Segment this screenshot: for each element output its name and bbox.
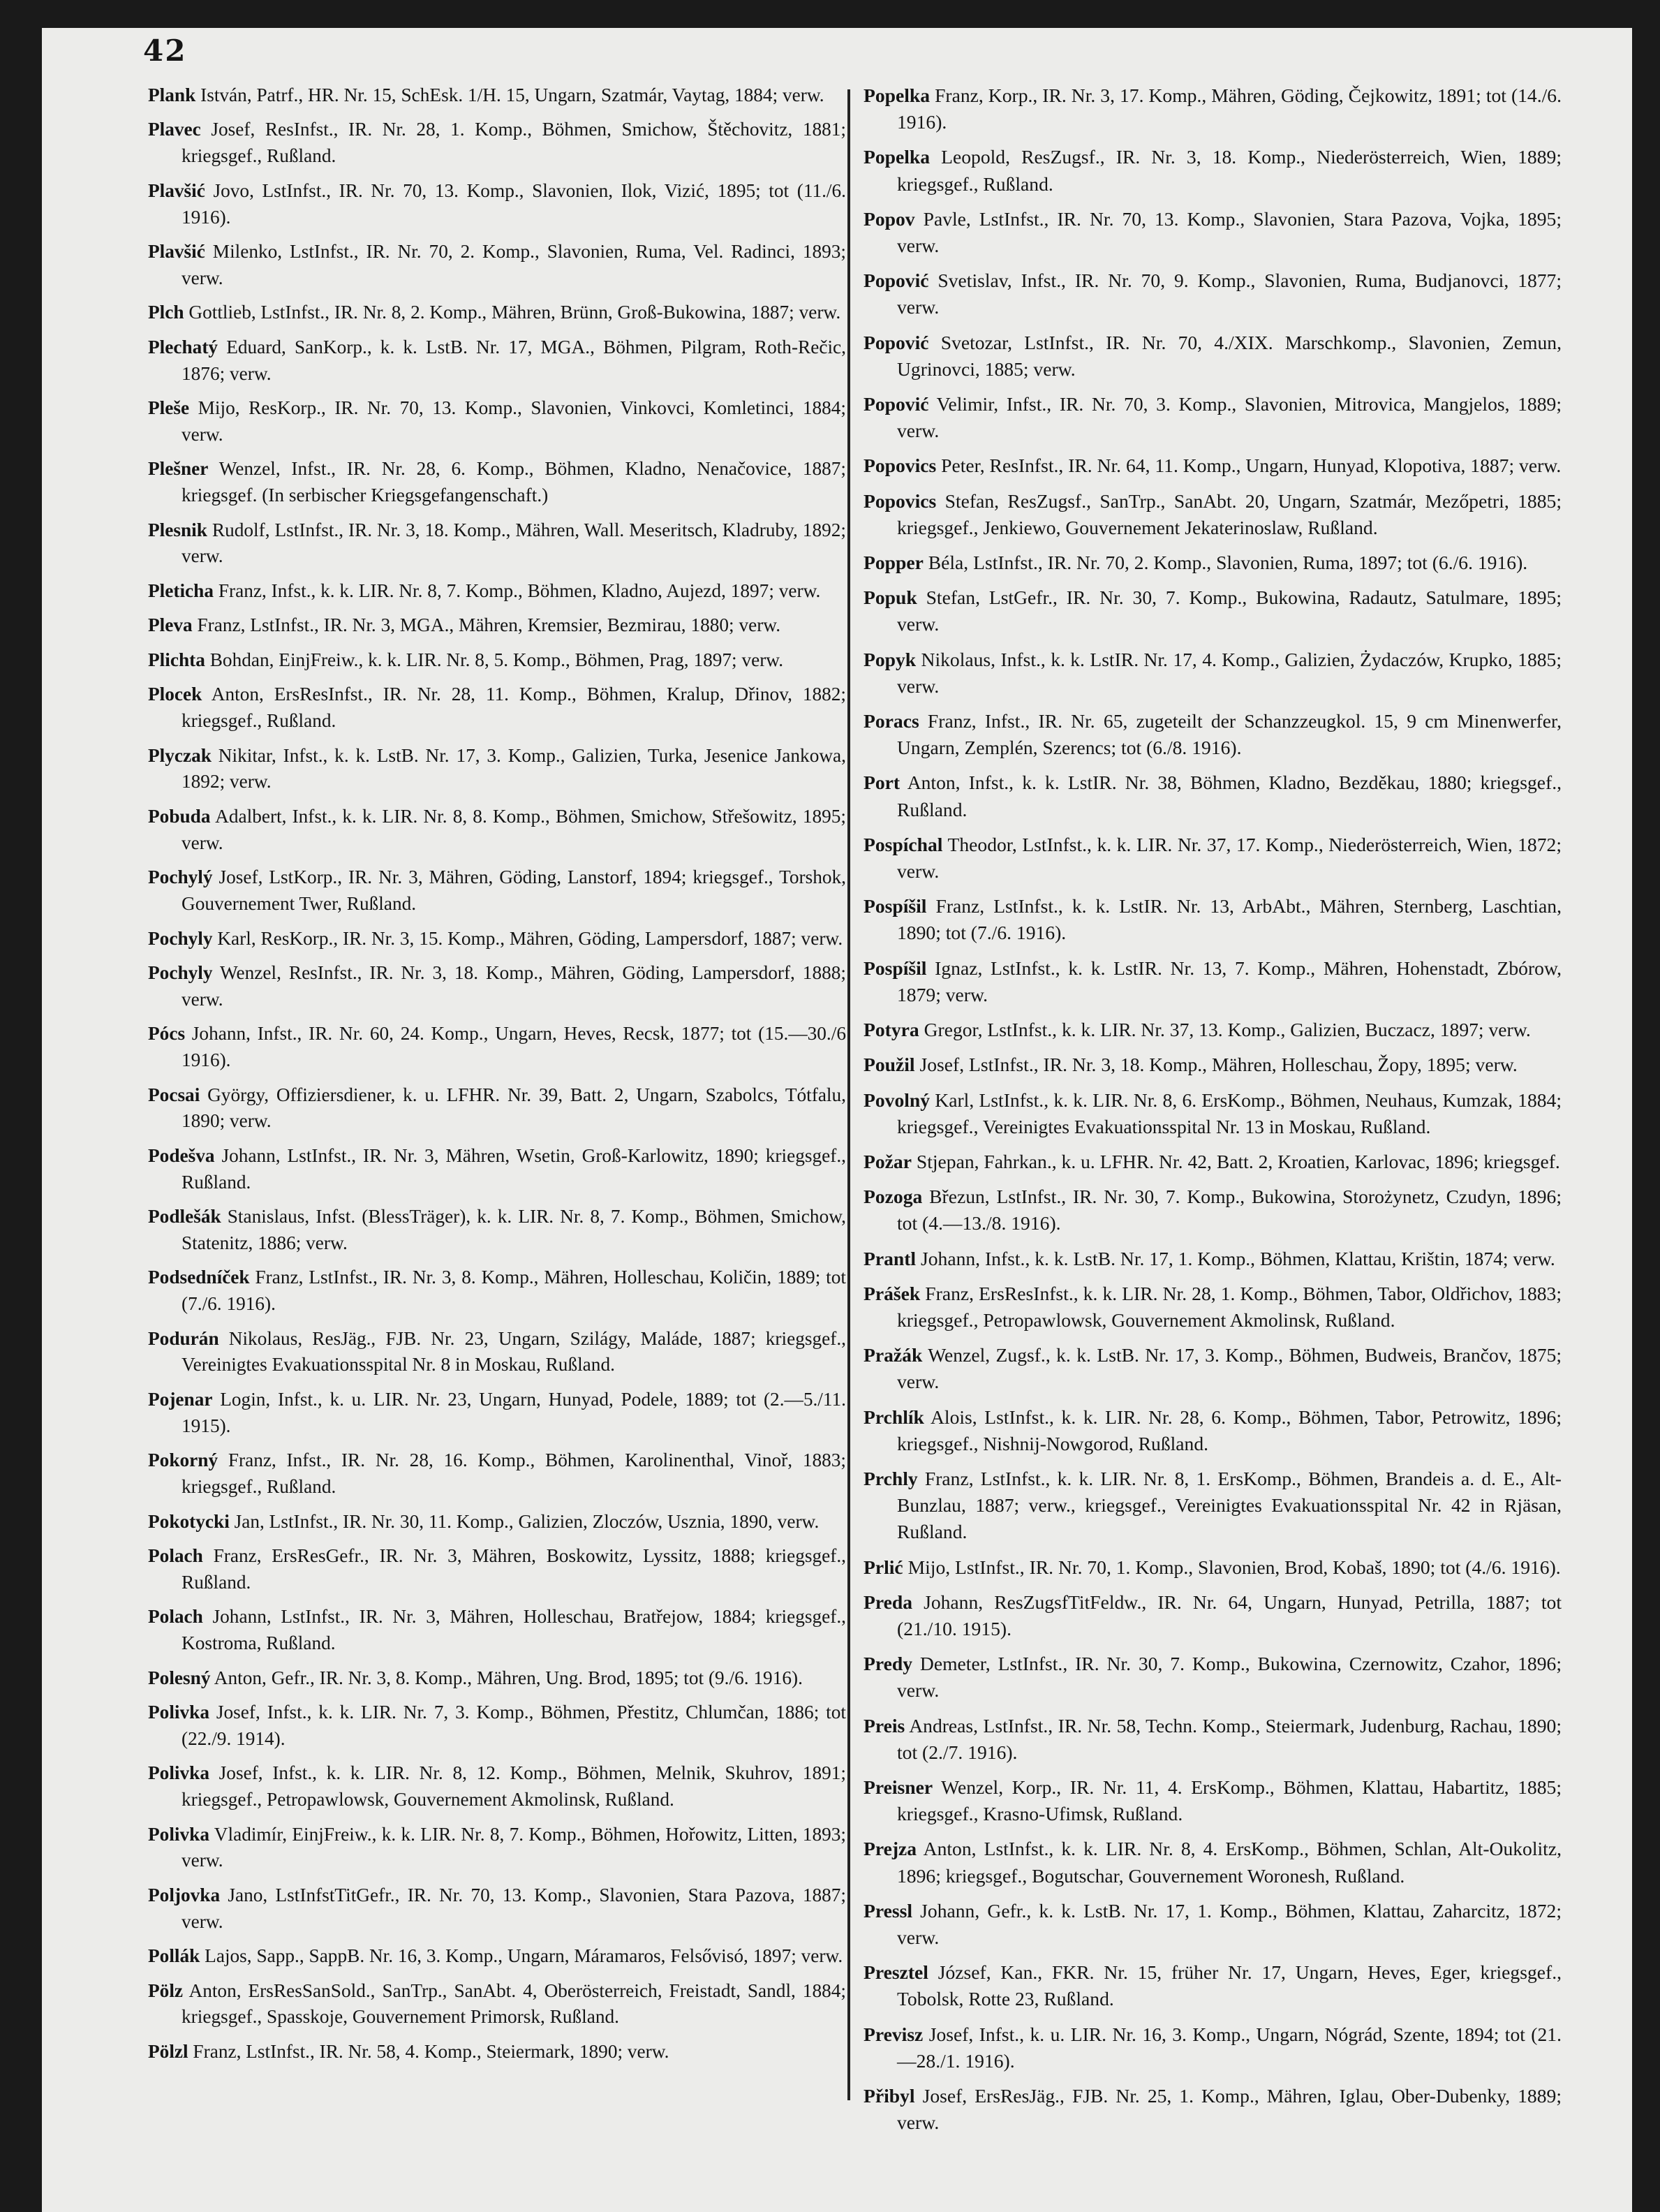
register-entry: [148, 1543, 846, 1596]
entry-details: Vladimír, EinjFreiw., k. k. LIR. Nr. 8, 7. Komp., Böhmen, Hořowitz, Litten, 1893; verw.: [181, 1823, 846, 1871]
right-column: [864, 82, 1562, 2144]
entry-details: Anton, ErsResInfst., IR. Nr. 28, 11. Komp., Böhmen, Kralup, Dřinov, 1882; kriegsgef., Rußland.: [181, 684, 846, 732]
register-entry: [148, 1447, 846, 1501]
register-entry: [148, 960, 846, 1013]
entry-surname: Prantl: [864, 1247, 917, 1269]
entry-surname: Polach: [148, 1545, 203, 1567]
entry-surname: Polivka: [148, 1762, 209, 1784]
entry-details: Josef, Infst., k. u. LIR. Nr. 16, 3. Komp., Ungarn, Nógrád, Szente, 1894; tot (21.—28./1. 1916).: [897, 2023, 1562, 2072]
entry-surname: Plichta: [148, 649, 205, 670]
entry-details: Franz, Infst., IR. Nr. 65, zugeteilt der Schanzzeugkol. 15, 9 cm Minenwerfer, Ungarn, Zemplén, Szerencs; tot (6./8. 1916).: [897, 710, 1562, 759]
entry-surname: Podsedníček: [148, 1267, 250, 1288]
entry-details: Josef, LstInfst., IR. Nr. 3, 18. Komp., Mähren, Holleschau, Žopy, 1895; verw.: [914, 1054, 1518, 1076]
register-entry: [864, 708, 1562, 761]
register-entry: [148, 178, 846, 231]
register-entry: [148, 517, 846, 570]
register-entry: [864, 1836, 1562, 1889]
entry-surname: Pölzl: [148, 2040, 188, 2062]
entry-surname: Pochyly: [148, 962, 213, 983]
entry-details: Bohdan, EinjFreiw., k. k. LIR. Nr. 8, 5. Komp., Böhmen, Prag, 1897; verw.: [205, 649, 784, 670]
entry-details: Pavle, LstInfst., IR. Nr. 70, 13. Komp., Slavonien, Stara Pazova, Vojka, 1895; verw.: [897, 207, 1562, 257]
entry-details: Stefan, LstGefr., IR. Nr. 30, 7. Komp., Bukowina, Radautz, Satulmare, 1895; verw.: [897, 587, 1562, 635]
entry-surname: Pochylý: [148, 867, 213, 888]
register-entry: [148, 681, 846, 735]
entry-surname: Prchlík: [864, 1406, 924, 1428]
entry-details: Jano, LstInfstTitGefr., IR. Nr. 70, 13. Komp., Slavonien, Stara Pazova, 1887; verw.: [181, 1884, 846, 1932]
entry-surname: Plechatý: [148, 336, 218, 357]
entry-surname: Pozoga: [864, 1186, 923, 1208]
entry-surname: Presztel: [864, 1961, 928, 1984]
entry-details: Anton, LstInfst., k. k. LIR. Nr. 8, 4. ErsKomp., Böhmen, Schlan, Alt-Oukolitz, 1896; kriegsgef., Bogutschar, Gouvernement Woronesh, Rußland.: [897, 1838, 1562, 1887]
entry-details: Svetozar, LstInfst., IR. Nr. 70, 4./XIX. Marschkomp., Slavonien, Zemun, Ugrinovci, 1885; verw.: [897, 331, 1562, 380]
register-entry: [148, 612, 846, 639]
entry-details: Johann, ResZugsfTitFeldw., IR. Nr. 64, Ungarn, Hunyad, Petrilla, 1887; tot (21./10. 1915).: [897, 1591, 1562, 1639]
entry-details: Josef, ResInfst., IR. Nr. 28, 1. Komp., Böhmen, Smichow, Štěchovitz, 1881; kriegsgef., Rußland.: [181, 119, 846, 167]
entry-surname: Popyk: [864, 648, 917, 670]
entry-details: Jovo, LstInfst., IR. Nr. 70, 13. Komp., Slavonien, Ilok, Vizić, 1895; tot (11./6. 1916).: [181, 179, 846, 228]
register-entry: [148, 117, 846, 170]
register-entry: [864, 832, 1562, 885]
left-column: [148, 82, 846, 2073]
entry-surname: Pochyly: [148, 927, 213, 949]
entry-details: Stefan, ResZugsf., SanTrp., SanAbt. 20, Ungarn, Szatmár, Mezőpetri, 1885; kriegsgef., Jenkiewo, Gouvernement Jekaterinoslaw, Rußland.: [897, 489, 1562, 538]
register-entry: [148, 1978, 846, 2031]
entry-details: Demeter, LstInfst., IR. Nr. 30, 7. Komp., Bukowina, Czernowitz, Czahor, 1896; verw.: [897, 1653, 1562, 1702]
entry-details: Rudolf, LstInfst., IR. Nr. 3, 18. Komp., Mähren, Wall. Meseritsch, Kladruby, 1892; verw.: [181, 519, 846, 567]
entry-surname: Plavšić: [148, 179, 205, 201]
entry-details: Březun, LstInfst., IR. Nr. 30, 7. Komp., Bukowina, Storożynetz, Czudyn, 1896; tot (4.—13./8. 1916).: [897, 1186, 1562, 1234]
entry-surname: Popelka: [864, 84, 931, 106]
register-entry: [864, 1651, 1562, 1704]
entry-details: Franz, Infst., k. k. LIR. Nr. 8, 7. Komp., Böhmen, Kladno, Aujezd, 1897; verw.: [214, 580, 821, 601]
entry-surname: Predy: [864, 1653, 912, 1675]
entry-surname: Pleva: [148, 614, 193, 636]
entry-details: Franz, ErsResInfst., k. k. LIR. Nr. 28, 1. Komp., Böhmen, Tabor, Oldřichov, 1883; kriegsgef., Petropawlowsk, Gouvernement Akmolinsk, Rußland.: [897, 1282, 1562, 1331]
register-entry: [148, 1021, 846, 1074]
scan-edge-top: [0, 0, 1660, 28]
register-entry: [148, 1943, 846, 1970]
entry-surname: Popovics: [864, 489, 937, 512]
entry-details: Franz, Infst., IR. Nr. 28, 16. Komp., Böhmen, Karolinenthal, Vinoř, 1883; kriegsgef., Rußland.: [181, 1450, 846, 1498]
register-entry: [148, 300, 846, 326]
entry-details: Nikitar, Infst., k. k. LstB. Nr. 17, 3. Komp., Galizien, Turka, Jesenice Jankowa, 1892; verw.: [181, 744, 846, 792]
entry-surname: Požar: [864, 1150, 912, 1172]
entry-surname: Prejza: [864, 1838, 917, 1860]
register-entry: [148, 1760, 846, 1813]
register-entry: [148, 456, 846, 509]
entry-surname: Pokorný: [148, 1450, 218, 1471]
entry-details: György, Offiziersdiener, k. u. LFHR. Nr. 39, Batt. 2, Ungarn, Szabolcs, Tótfalu, 1890; verw.: [181, 1084, 846, 1132]
entry-details: Franz, LstInfst., k. k. LstIR. Nr. 13, ArbAbt., Mähren, Sternberg, Laschtian, 1890; tot (7./6. 1916).: [897, 895, 1562, 944]
entry-details: Johann, Infst., k. k. LstB. Nr. 17, 1. Komp., Böhmen, Klattau, Krištin, 1874; verw.: [916, 1247, 1555, 1269]
register-entry: [864, 488, 1562, 541]
entry-surname: Previsz: [864, 2023, 924, 2045]
entry-details: Josef, Infst., k. k. LIR. Nr. 8, 12. Komp., Böhmen, Melnik, Skuhrov, 1891; kriegsgef., Petropawlowsk, Gouvernement Akmolinsk, Rußland.: [181, 1762, 846, 1811]
register-entry: [864, 2083, 1562, 2136]
entry-surname: Plocek: [148, 684, 202, 705]
entry-details: Anton, Gefr., IR. Nr. 3, 8. Komp., Mähren, Ung. Brod, 1895; tot (9./6. 1916).: [210, 1667, 803, 1688]
register-entry: [148, 1509, 846, 1535]
register-entry: [864, 391, 1562, 444]
entry-details: Franz, LstInfst., k. k. LIR. Nr. 8, 1. ErsKomp., Böhmen, Brandeis a. d. E., Alt-Bunzlau, 1887; verw., kriegsgef., Vereinigtes Evakuationsspital Nr. 42 in Rjäsan, Rußland.: [897, 1467, 1562, 1543]
register-entry: [864, 1466, 1562, 1546]
entry-surname: Plesnik: [148, 519, 207, 540]
register-entry: [864, 1898, 1562, 1951]
entry-details: Franz, LstInfst., IR. Nr. 3, MGA., Mähren, Kremsier, Bezmirau, 1880; verw.: [192, 614, 781, 636]
register-entry: [148, 647, 846, 674]
entry-details: Josef, LstKorp., IR. Nr. 3, Mähren, Göding, Lanstorf, 1894; kriegsgef., Torshok, Gouvernement Twer, Rußland.: [181, 867, 846, 915]
entry-details: Wenzel, Zugsf., k. k. LstB. Nr. 17, 3. Komp., Böhmen, Budweis, Brančov, 1875; verw.: [897, 1344, 1562, 1393]
register-entry: [148, 1143, 846, 1196]
register-entry: [148, 864, 846, 917]
register-entry: [148, 1082, 846, 1135]
entry-details: Leopold, ResZugsf., IR. Nr. 3, 18. Komp., Niederösterreich, Wien, 1889; kriegsgef., Rußland.: [897, 146, 1562, 195]
entry-details: Josef, Infst., k. k. LIR. Nr. 7, 3. Komp., Böhmen, Přestitz, Chlumčan, 1886; tot (22./9. 1914).: [181, 1702, 846, 1749]
entry-details: Stjepan, Fahrkan., k. u. LFHR. Nr. 42, Batt. 2, Kroatien, Karlovac, 1896; kriegsgef.: [911, 1150, 1560, 1172]
entry-surname: Plavec: [148, 119, 201, 140]
entry-surname: Plešner: [148, 458, 209, 480]
register-entry: [148, 1882, 846, 1936]
entry-surname: Pollák: [148, 1945, 200, 1967]
entry-details: Stanislaus, Infst. (BlessTräger), k. k. LIR. Nr. 8, 7. Komp., Böhmen, Smichow, Statenitz, 1886; verw.: [181, 1206, 846, 1253]
entry-details: Nikolaus, Infst., k. k. LstIR. Nr. 17, 4. Komp., Galizien, Żydaczów, Krupko, 1885; verw.: [897, 648, 1562, 697]
entry-surname: Prášek: [864, 1282, 921, 1304]
entry-surname: Pócs: [148, 1023, 186, 1045]
entry-surname: Popović: [864, 331, 929, 353]
page-number: 42: [143, 34, 187, 68]
entry-details: Johann, LstInfst., IR. Nr. 3, Mähren, Holleschau, Bratřejow, 1884; kriegsgef., Kostroma, Rußland.: [181, 1606, 846, 1654]
register-entry: [864, 1281, 1562, 1334]
register-entry: [864, 144, 1562, 197]
register-entry: [148, 1604, 846, 1657]
register-entry: [864, 1052, 1562, 1078]
register-entry: [148, 1699, 846, 1753]
register-entry: [864, 1554, 1562, 1581]
entry-details: Theodor, LstInfst., k. k. LIR. Nr. 37, 17. Komp., Niederösterreich, Wien, 1872; verw.: [897, 833, 1562, 883]
entry-surname: Podlešák: [148, 1206, 221, 1227]
register-entry: [864, 584, 1562, 637]
entry-surname: Plank: [148, 84, 196, 105]
register-entry: [864, 1959, 1562, 2012]
register-entry: [864, 1184, 1562, 1237]
entry-surname: Polesný: [148, 1667, 211, 1688]
entry-details: Wenzel, ResInfst., IR. Nr. 3, 18. Komp., Mähren, Göding, Lampersdorf, 1888; verw.: [181, 962, 846, 1010]
entry-surname: Pleticha: [148, 580, 214, 601]
register-entry: [148, 804, 846, 857]
entry-surname: Pojenar: [148, 1388, 213, 1410]
entry-surname: Potyra: [864, 1019, 919, 1041]
register-entry: [864, 550, 1562, 576]
entry-details: Peter, ResInfst., IR. Nr. 64, 11. Komp., Ungarn, Hunyad, Klopotiva, 1887; verw.: [936, 455, 1562, 477]
entry-details: Josef, ErsResJäg., FJB. Nr. 25, 1. Komp., Mähren, Iglau, Ober-Dubenky, 1889; verw.: [897, 2085, 1562, 2134]
register-entry: [864, 1017, 1562, 1043]
register-entry: [148, 2039, 846, 2065]
register-entry: [864, 955, 1562, 1008]
register-entry: [864, 452, 1562, 479]
register-entry: [864, 893, 1562, 946]
column-divider: [847, 89, 850, 2100]
entry-surname: Pospíšil: [864, 895, 927, 917]
register-entry: [864, 267, 1562, 320]
entry-details: Eduard, SanKorp., k. k. LstB. Nr. 17, MGA., Böhmen, Pilgram, Roth-Rečic, 1876; verw.: [181, 336, 846, 384]
entry-details: Anton, Infst., k. k. LstIR. Nr. 38, Böhmen, Kladno, Bezděkau, 1880; kriegsgef., Rußland.: [897, 772, 1562, 820]
entry-surname: Port: [864, 772, 901, 794]
entry-surname: Preis: [864, 1714, 905, 1737]
entry-details: Franz, LstInfst., IR. Nr. 58, 4. Komp., Steiermark, 1890; verw.: [188, 2040, 669, 2062]
entry-details: Ignaz, LstInfst., k. k. LstIR. Nr. 13, 7. Komp., Mähren, Hohenstadt, Zbórow, 1879; verw.: [897, 957, 1562, 1005]
register-entry: [148, 1387, 846, 1440]
entry-surname: Pressl: [864, 1899, 912, 1922]
entry-surname: Polivka: [148, 1702, 209, 1723]
entry-details: Franz, Korp., IR. Nr. 3, 17. Komp., Mähren, Göding, Čejkowitz, 1891; tot (14./6. 1916).: [897, 84, 1562, 133]
entry-details: József, Kan., FKR. Nr. 15, früher Nr. 17, Ungarn, Heves, Eger, kriegsgef., Tobolsk, Rotte 23, Rußland.: [897, 1961, 1562, 2010]
entry-details: Andreas, LstInfst., IR. Nr. 58, Techn. Komp., Steiermark, Judenburg, Rachau, 1890; tot (2./7. 1916).: [897, 1714, 1562, 1763]
register-entry: [864, 2021, 1562, 2074]
register-entry: [148, 1264, 846, 1318]
entry-surname: Pobuda: [148, 805, 211, 827]
entry-surname: Plch: [148, 302, 184, 323]
register-entry: [864, 82, 1562, 135]
entry-surname: Pokotycki: [148, 1510, 230, 1532]
entry-surname: Pölz: [148, 1979, 184, 2001]
entry-surname: Poljovka: [148, 1884, 221, 1905]
scan-edge-left: [0, 0, 42, 2212]
entry-surname: Podurán: [148, 1327, 219, 1349]
register-entry: [864, 1713, 1562, 1766]
entry-surname: Pocsai: [148, 1084, 200, 1105]
entry-surname: Použil: [864, 1054, 915, 1076]
entry-details: Velimir, Infst., IR. Nr. 70, 3. Komp., Slavonien, Mitrovica, Mangjelos, 1889; verw.: [897, 393, 1562, 442]
entry-details: Karl, ResKorp., IR. Nr. 3, 15. Komp., Mähren, Göding, Lampersdorf, 1887; verw.: [212, 927, 843, 949]
entry-details: Johann, LstInfst., IR. Nr. 3, Mähren, Wsetin, Groß-Karlowitz, 1890; kriegsgef., Rußland.: [181, 1144, 846, 1193]
entry-details: Gregor, LstInfst., k. k. LIR. Nr. 37, 13. Komp., Galizien, Buczacz, 1897; verw.: [919, 1019, 1531, 1041]
entry-surname: Polivka: [148, 1823, 209, 1845]
entry-details: Mijo, LstInfst., IR. Nr. 70, 1. Komp., Slavonien, Brod, Kobaš, 1890; tot (4./6. 1916).: [903, 1556, 1561, 1578]
register-entry: [864, 1589, 1562, 1642]
entry-surname: Polach: [148, 1606, 203, 1628]
register-entry: [148, 1204, 846, 1257]
entry-surname: Plavšić: [148, 241, 205, 263]
entry-details: Mijo, ResKorp., IR. Nr. 70, 13. Komp., Slavonien, Vinkovci, Komletinci, 1884; verw.: [181, 397, 846, 445]
entry-surname: Plyczak: [148, 744, 212, 766]
entry-details: Johann, Infst., IR. Nr. 60, 24. Komp., Ungarn, Heves, Recsk, 1877; tot (15.—30./6 1916).: [181, 1023, 846, 1071]
entry-surname: Povolný: [864, 1089, 931, 1111]
entry-details: Login, Infst., k. u. LIR. Nr. 23, Ungarn, Hunyad, Podele, 1889; tot (2.—5./11. 1915).: [181, 1388, 846, 1436]
register-entry: [148, 1326, 846, 1379]
entry-details: Lajos, Sapp., SappB. Nr. 16, 3. Komp., Ungarn, Máramaros, Felsővisó, 1897; verw.: [200, 1945, 843, 1967]
register-entry: [148, 1822, 846, 1875]
register-entry: [148, 395, 846, 448]
entry-details: István, Patrf., HR. Nr. 15, SchEsk. 1/H. 15, Ungarn, Szatmár, Vaytag, 1884; verw.: [195, 84, 824, 105]
entry-surname: Pospíšil: [864, 957, 927, 979]
entry-surname: Popovics: [864, 455, 937, 477]
entry-surname: Preda: [864, 1591, 912, 1613]
entry-surname: Prchly: [864, 1467, 918, 1489]
entry-details: Béla, LstInfst., IR. Nr. 70, 2. Komp., Slavonien, Ruma, 1897; tot (6./6. 1916).: [923, 552, 1528, 574]
entry-surname: Popov: [864, 207, 915, 230]
entry-details: Gottlieb, LstInfst., IR. Nr. 8, 2. Komp., Mähren, Brünn, Groß-Bukowina, 1887; verw.: [184, 302, 841, 323]
entry-details: Alois, LstInfst., k. k. LIR. Nr. 28, 6. Komp., Böhmen, Tabor, Petrowitz, 1896; kriegsgef., Nishnij-Nowgorod, Rußland.: [897, 1406, 1562, 1454]
entry-details: Wenzel, Infst., IR. Nr. 28, 6. Komp., Böhmen, Kladno, Nenačovice, 1887; kriegsgef. (In serbischer Kriegsgefangenschaft.): [181, 458, 846, 506]
entry-details: Jan, LstInfst., IR. Nr. 30, 11. Komp., Galizien, Zloczów, Usznia, 1890, verw.: [229, 1510, 820, 1532]
entry-details: Wenzel, Korp., IR. Nr. 11, 4. ErsKomp., Böhmen, Klattau, Habartitz, 1885; kriegsgef., Krasno-Ufimsk, Rußland.: [897, 1776, 1562, 1825]
register-entry: [148, 82, 846, 109]
register-entry: [864, 1404, 1562, 1457]
entry-surname: Pražák: [864, 1344, 923, 1366]
entry-surname: Popper: [864, 552, 924, 574]
register-entry: [148, 926, 846, 952]
entry-surname: Popelka: [864, 146, 931, 168]
entry-surname: Popuk: [864, 587, 917, 609]
register-entry: [864, 1342, 1562, 1395]
register-entry: [148, 239, 846, 292]
entry-details: Karl, LstInfst., k. k. LIR. Nr. 8, 6. ErsKomp., Böhmen, Neuhaus, Kumzak, 1884; kriegsgef., Vereinigtes Evakuationsspital Nr. 13 in Moskau, Rußland.: [897, 1089, 1562, 1137]
register-entry: [864, 1087, 1562, 1140]
entry-details: Milenko, LstInfst., IR. Nr. 70, 2. Komp., Slavonien, Ruma, Vel. Radinci, 1893; verw.: [181, 241, 846, 288]
register-entry: [864, 206, 1562, 259]
scan-edge-right: [1632, 0, 1660, 2212]
entry-surname: Pospíchal: [864, 833, 943, 855]
register-entry: [864, 647, 1562, 700]
register-entry: [148, 334, 846, 388]
entry-details: Adalbert, Infst., k. k. LIR. Nr. 8, 8. Komp., Böhmen, Smichow, Střešowitz, 1895; verw.: [181, 805, 846, 853]
register-entry: [864, 1246, 1562, 1272]
register-entry: [864, 330, 1562, 383]
entry-details: Johann, Gefr., k. k. LstB. Nr. 17, 1. Komp., Böhmen, Klattau, Zaharcitz, 1872; verw.: [897, 1899, 1562, 1948]
register-entry: [148, 743, 846, 796]
entry-surname: Pleše: [148, 397, 190, 419]
register-entry: [148, 578, 846, 605]
entry-surname: Popović: [864, 393, 929, 415]
entry-details: Franz, LstInfst., IR. Nr. 3, 8. Komp., Mähren, Holleschau, Količin, 1889; tot (7./6. 1916).: [181, 1267, 846, 1315]
entry-details: Anton, ErsResSanSold., SanTrp., SanAbt. 4, Oberösterreich, Freistadt, Sandl, 1884; kriegsgef., Spasskoje, Gouvernement Primorsk, Rußland.: [181, 1979, 846, 2028]
entry-details: Svetislav, Infst., IR. Nr. 70, 9. Komp., Slavonien, Ruma, Budjanovci, 1877; verw.: [897, 270, 1562, 318]
register-entry: [148, 1665, 846, 1692]
entry-details: Nikolaus, ResJäg., FJB. Nr. 23, Ungarn, Szilágy, Maláde, 1887; kriegsgef., Vereinigtes Evakuationsspital Nr. 8 in Moskau, Rußland.: [181, 1327, 846, 1376]
entry-surname: Poracs: [864, 710, 919, 732]
entry-surname: Podešva: [148, 1144, 215, 1166]
register-entry: [864, 1774, 1562, 1827]
entry-surname: Přibyl: [864, 2085, 915, 2107]
entry-surname: Popović: [864, 270, 929, 292]
entry-surname: Prlić: [864, 1556, 903, 1578]
entry-details: Franz, ErsResGefr., IR. Nr. 3, Mähren, Boskowitz, Lyssitz, 1888; kriegsgef., Rußland.: [181, 1545, 846, 1593]
entry-surname: Preisner: [864, 1776, 933, 1798]
register-entry: [864, 769, 1562, 823]
register-entry: [864, 1149, 1562, 1175]
